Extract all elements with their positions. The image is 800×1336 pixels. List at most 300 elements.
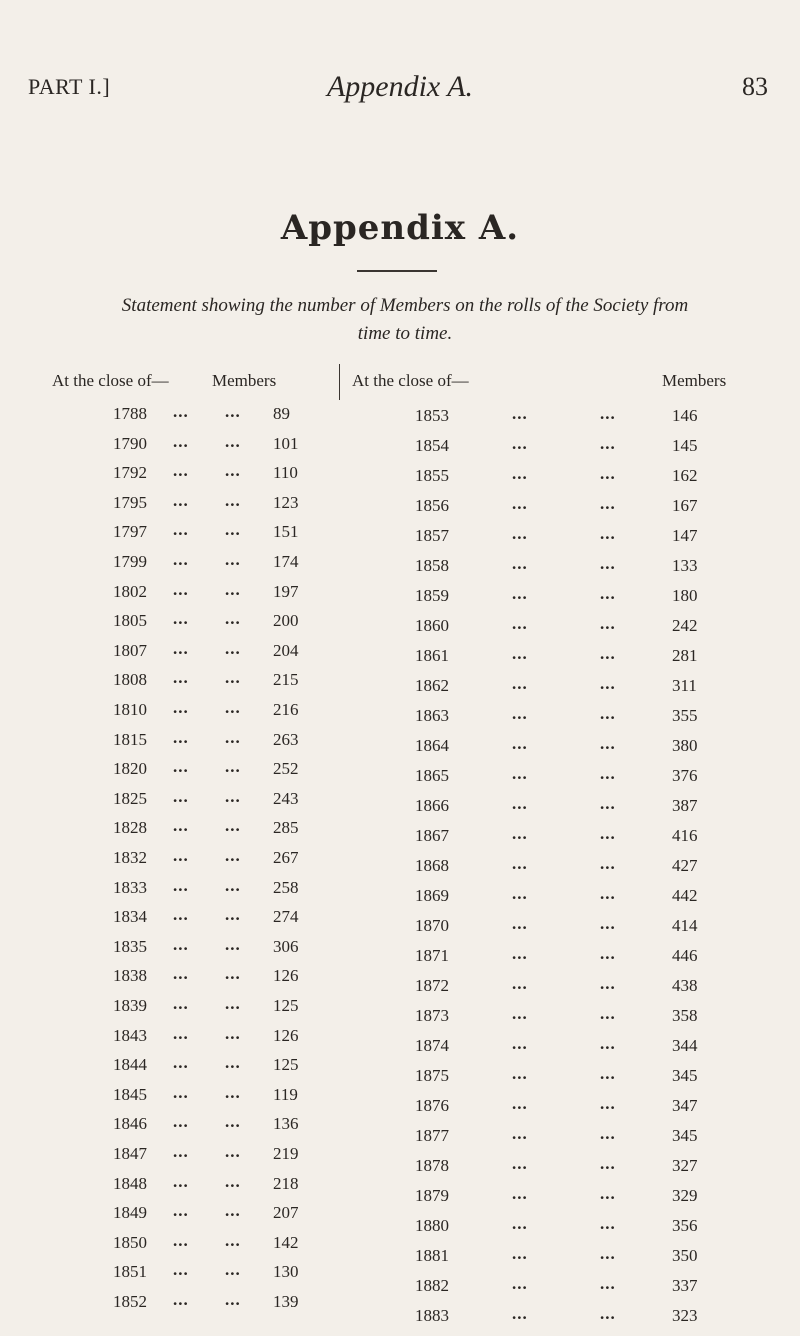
leader-dots: ...	[173, 786, 189, 806]
leader-dots: ...	[600, 1094, 616, 1113]
leader-dots: ...	[225, 1053, 241, 1073]
table-row	[415, 976, 732, 1006]
leader-dots: ...	[173, 727, 189, 747]
leader-dots: ...	[225, 1112, 241, 1132]
leader-dots: ...	[512, 554, 528, 573]
table-row	[113, 996, 333, 1026]
row-year: 1857	[415, 526, 449, 545]
table-row	[415, 856, 732, 886]
row-year: 1875	[415, 1066, 449, 1085]
row-year: 1820	[113, 759, 147, 779]
appendix-heading: Appendix A.	[280, 208, 520, 248]
leader-dots: ...	[225, 461, 241, 481]
leader-dots: ...	[225, 816, 241, 836]
row-members: 345	[672, 1126, 698, 1145]
row-members: 133	[672, 556, 698, 575]
leader-dots: ...	[173, 490, 189, 510]
leader-dots: ...	[512, 644, 528, 663]
table-row	[113, 1055, 333, 1085]
row-members: 414	[672, 916, 698, 935]
leader-dots: ...	[512, 794, 528, 813]
row-year: 1838	[113, 966, 147, 986]
leader-dots: ...	[512, 1064, 528, 1083]
row-members: 274	[273, 907, 299, 927]
leader-dots: ...	[225, 905, 241, 925]
leader-dots: ...	[512, 824, 528, 843]
column-divider	[339, 364, 340, 400]
row-year: 1802	[113, 581, 147, 601]
heading-rule	[357, 270, 437, 272]
leader-dots: ...	[600, 884, 616, 903]
leader-dots: ...	[512, 584, 528, 603]
row-year: 1790	[113, 433, 147, 453]
table-row	[113, 1114, 333, 1144]
leader-dots: ...	[225, 698, 241, 717]
right-col-year-header: At the close of—	[352, 371, 469, 390]
leader-dots: ...	[225, 1290, 241, 1309]
leader-dots: ...	[173, 1082, 189, 1102]
leader-dots: ...	[173, 402, 189, 421]
left-col-year-header: At the close of—	[52, 371, 169, 390]
leader-dots: ...	[512, 884, 528, 903]
row-members: 123	[273, 492, 299, 512]
row-year: 1883	[415, 1306, 449, 1325]
statement-line-2: time to time.	[357, 323, 453, 344]
leader-dots: ...	[173, 1171, 189, 1191]
table-row	[415, 946, 732, 976]
row-year: 1810	[113, 700, 147, 719]
leader-dots: ...	[225, 757, 241, 777]
row-members: 311	[672, 676, 697, 695]
row-members: 162	[672, 466, 698, 485]
table-row	[415, 1126, 732, 1156]
leader-dots: ...	[225, 609, 241, 629]
row-year: 1853	[415, 406, 449, 425]
leader-dots: ...	[173, 1053, 189, 1073]
leader-dots: ...	[173, 934, 189, 954]
table-row	[113, 907, 333, 937]
row-year: 1854	[415, 436, 449, 455]
leader-dots: ...	[600, 404, 616, 423]
row-members: 204	[273, 640, 299, 660]
table-row	[113, 490, 333, 523]
row-members: 446	[672, 946, 698, 965]
row-members: 151	[273, 522, 299, 542]
table-row	[415, 496, 732, 526]
row-year: 1873	[415, 1006, 449, 1025]
leader-dots: ...	[173, 1290, 189, 1309]
table-row	[415, 1096, 732, 1126]
leader-dots: ...	[600, 1244, 616, 1263]
leader-dots: ...	[173, 816, 189, 836]
leader-dots: ...	[225, 1230, 241, 1250]
table-row	[415, 1186, 732, 1216]
leader-dots: ...	[600, 854, 616, 873]
leader-dots: ...	[225, 579, 241, 599]
table-row	[113, 727, 333, 760]
table-row	[113, 934, 333, 967]
leader-dots: ...	[225, 520, 241, 540]
row-members: 142	[273, 1232, 299, 1252]
table-row	[113, 700, 333, 730]
leader-dots: ...	[173, 875, 189, 895]
row-members: 427	[672, 856, 698, 875]
row-members: 136	[273, 1114, 299, 1134]
table-row	[113, 611, 333, 641]
leader-dots: ...	[173, 579, 189, 599]
table-row	[415, 1036, 732, 1066]
leader-dots: ...	[600, 674, 616, 693]
leader-dots: ...	[512, 1154, 528, 1173]
row-year: 1858	[415, 556, 449, 575]
row-year: 1807	[113, 640, 147, 660]
row-year: 1867	[415, 826, 449, 845]
leader-dots: ...	[512, 1124, 528, 1143]
row-members: 329	[672, 1186, 698, 1205]
row-year: 1881	[415, 1246, 449, 1265]
row-year: 1845	[113, 1084, 147, 1104]
leader-dots: ...	[173, 461, 189, 481]
running-head-part: PART I.]	[28, 74, 111, 99]
leader-dots: ...	[225, 1082, 241, 1102]
row-members: 215	[273, 670, 299, 690]
table-row	[113, 818, 333, 848]
row-year: 1868	[415, 856, 449, 875]
leader-dots: ...	[512, 404, 528, 423]
row-year: 1874	[415, 1036, 449, 1055]
leader-dots: ...	[512, 464, 528, 483]
table-row	[113, 1230, 333, 1263]
table-row	[415, 916, 732, 946]
row-year: 1882	[415, 1276, 449, 1295]
row-year: 1849	[113, 1203, 147, 1223]
row-members: 218	[273, 1173, 299, 1193]
right-col-members-header: Members	[662, 371, 727, 390]
table-row	[415, 1306, 732, 1336]
row-members: 267	[273, 848, 299, 867]
leader-dots: ...	[225, 786, 241, 806]
row-members: 167	[672, 496, 698, 515]
leader-dots: ...	[225, 550, 241, 569]
row-year: 1869	[415, 886, 449, 905]
row-members: 263	[273, 729, 299, 749]
leader-dots: ...	[512, 674, 528, 693]
leader-dots: ...	[173, 1112, 189, 1132]
row-year: 1839	[113, 996, 147, 1015]
leader-dots: ...	[600, 1274, 616, 1293]
table-row	[415, 1156, 732, 1186]
leader-dots: ...	[512, 1034, 528, 1053]
row-members: 119	[273, 1084, 298, 1104]
leader-dots: ...	[225, 1201, 241, 1221]
statement-line-1: Statement showing the number of Members on the rolls of the Society from	[121, 295, 689, 316]
leader-dots: ...	[512, 1094, 528, 1113]
row-members: 242	[672, 616, 698, 635]
row-year: 1851	[113, 1262, 147, 1282]
table-row	[415, 1216, 732, 1246]
row-members: 416	[672, 826, 698, 845]
leader-dots: ...	[600, 1034, 616, 1053]
row-members: 125	[273, 996, 299, 1015]
row-members: 281	[672, 646, 698, 665]
table-row	[113, 1203, 333, 1233]
leader-dots: ...	[225, 1142, 241, 1161]
table-row	[415, 436, 732, 466]
leader-dots: ...	[225, 490, 241, 510]
table-row	[415, 616, 732, 646]
leader-dots: ...	[173, 1260, 189, 1280]
table-row	[415, 586, 732, 616]
leader-dots: ...	[600, 524, 616, 543]
leader-dots: ...	[600, 1124, 616, 1143]
row-members: 350	[672, 1246, 698, 1265]
row-year: 1880	[415, 1216, 449, 1235]
leader-dots: ...	[600, 944, 616, 963]
leader-dots: ...	[600, 554, 616, 573]
leader-dots: ...	[600, 584, 616, 603]
table-row	[113, 552, 333, 582]
row-year: 1847	[113, 1144, 147, 1163]
leader-dots: ...	[173, 550, 189, 569]
leader-dots: ...	[600, 704, 616, 723]
row-members: 197	[273, 581, 299, 601]
leader-dots: ...	[512, 434, 528, 453]
row-year: 1788	[113, 404, 147, 423]
table-row	[113, 522, 333, 552]
row-year: 1792	[113, 463, 147, 483]
left-col-members-header: Members	[212, 371, 277, 390]
row-members: 146	[672, 406, 698, 425]
row-year: 1833	[113, 877, 147, 897]
leader-dots: ...	[173, 994, 189, 1013]
row-members: 345	[672, 1066, 698, 1085]
row-members: 101	[273, 433, 299, 453]
row-year: 1846	[113, 1114, 147, 1134]
table-row	[113, 638, 333, 671]
leader-dots: ...	[225, 431, 241, 451]
row-year: 1860	[415, 616, 449, 635]
table-row	[113, 875, 333, 908]
row-year: 1876	[415, 1096, 449, 1115]
leader-dots: ...	[225, 875, 241, 895]
leader-dots: ...	[173, 1142, 189, 1161]
row-members: 216	[273, 700, 299, 719]
row-year: 1834	[113, 907, 147, 927]
table-row	[415, 676, 732, 706]
row-year: 1862	[415, 676, 449, 695]
leader-dots: ...	[600, 1184, 616, 1203]
leader-dots: ...	[512, 704, 528, 723]
leader-dots: ...	[225, 1023, 241, 1043]
row-members: 110	[273, 463, 298, 483]
leader-dots: ...	[225, 402, 241, 421]
leader-dots: ...	[512, 974, 528, 993]
leader-dots: ...	[600, 434, 616, 453]
leader-dots: ...	[225, 727, 241, 747]
leader-dots: ...	[600, 494, 616, 513]
row-members: 376	[672, 766, 698, 785]
row-members: 126	[273, 966, 299, 986]
row-members: 327	[672, 1156, 698, 1175]
row-year: 1856	[415, 496, 449, 515]
table-row	[113, 431, 333, 464]
row-members: 252	[273, 759, 299, 779]
row-members: 285	[273, 818, 299, 838]
row-year: 1855	[415, 466, 449, 485]
leader-dots: ...	[600, 1064, 616, 1083]
leader-dots: ...	[512, 914, 528, 933]
leader-dots: ...	[600, 1214, 616, 1233]
running-head-title: Appendix A.	[326, 70, 474, 103]
table-row	[113, 786, 333, 819]
leader-dots: ...	[225, 994, 241, 1013]
row-year: 1828	[113, 818, 147, 838]
row-year: 1832	[113, 848, 147, 867]
leader-dots: ...	[600, 1304, 616, 1323]
row-members: 243	[273, 788, 299, 808]
row-year: 1843	[113, 1025, 147, 1045]
leader-dots: ...	[512, 764, 528, 783]
leader-dots: ...	[512, 734, 528, 753]
leader-dots: ...	[600, 1154, 616, 1173]
leader-dots: ...	[225, 1260, 241, 1280]
leader-dots: ...	[173, 1201, 189, 1221]
row-year: 1861	[415, 646, 449, 665]
row-members: 438	[672, 976, 698, 995]
leader-dots: ...	[600, 1004, 616, 1023]
table-row	[415, 1246, 732, 1276]
table-row	[113, 759, 333, 789]
table-row	[113, 1144, 333, 1174]
leader-dots: ...	[173, 846, 189, 865]
row-members: 344	[672, 1036, 698, 1055]
table-row	[113, 1082, 333, 1115]
row-members: 358	[672, 1006, 698, 1025]
table-row	[415, 736, 732, 766]
leader-dots: ...	[512, 854, 528, 873]
row-year: 1866	[415, 796, 449, 815]
table-row	[113, 966, 333, 996]
row-members: 442	[672, 886, 698, 905]
row-members: 89	[273, 404, 290, 423]
leader-dots: ...	[512, 614, 528, 633]
row-year: 1864	[415, 736, 449, 755]
leader-dots: ...	[173, 1023, 189, 1043]
table-row	[415, 1006, 732, 1036]
table-row	[415, 706, 732, 736]
row-members: 180	[672, 586, 698, 605]
row-members: 356	[672, 1216, 698, 1235]
row-members: 219	[273, 1144, 299, 1163]
row-members: 306	[273, 936, 299, 956]
table-row	[113, 463, 333, 493]
table-row	[113, 848, 333, 878]
row-year: 1835	[113, 936, 147, 956]
leader-dots: ...	[173, 1230, 189, 1250]
leader-dots: ...	[600, 644, 616, 663]
row-members: 207	[273, 1203, 299, 1223]
table-row	[415, 556, 732, 586]
row-year: 1808	[113, 670, 147, 690]
leader-dots: ...	[512, 524, 528, 543]
leader-dots: ...	[225, 1171, 241, 1191]
leader-dots: ...	[512, 944, 528, 963]
table-row	[113, 1171, 333, 1204]
leader-dots: ...	[173, 638, 189, 658]
leader-dots: ...	[225, 846, 241, 865]
leader-dots: ...	[173, 431, 189, 451]
row-members: 337	[672, 1276, 698, 1295]
table-row	[415, 526, 732, 556]
row-members: 125	[273, 1055, 299, 1075]
table-row	[415, 466, 732, 496]
leader-dots: ...	[512, 1184, 528, 1203]
row-year: 1844	[113, 1055, 147, 1075]
row-members: 147	[672, 526, 698, 545]
row-members: 323	[672, 1306, 698, 1325]
row-year: 1848	[113, 1173, 147, 1193]
table-row	[113, 1292, 333, 1322]
leader-dots: ...	[600, 734, 616, 753]
row-year: 1865	[415, 766, 449, 785]
table-row	[415, 1066, 732, 1096]
table-row	[415, 826, 732, 856]
row-members: 347	[672, 1096, 698, 1115]
leader-dots: ...	[600, 614, 616, 633]
row-members: 355	[672, 706, 698, 725]
row-year: 1799	[113, 552, 147, 571]
row-year: 1850	[113, 1232, 147, 1252]
page-number: 83	[742, 72, 768, 101]
row-year: 1859	[415, 586, 449, 605]
row-year: 1805	[113, 611, 147, 631]
row-year: 1877	[415, 1126, 449, 1145]
table-row	[415, 796, 732, 826]
table-row	[415, 886, 732, 916]
leader-dots: ...	[173, 520, 189, 540]
row-members: 380	[672, 736, 698, 755]
statement-caption	[30, 292, 780, 348]
table-row	[415, 646, 732, 676]
leader-dots: ...	[600, 464, 616, 483]
row-members: 130	[273, 1262, 299, 1282]
leader-dots: ...	[512, 1274, 528, 1293]
leader-dots: ...	[173, 668, 189, 688]
row-members: 139	[273, 1292, 299, 1311]
row-year: 1870	[415, 916, 449, 935]
row-members: 387	[672, 796, 698, 815]
leader-dots: ...	[225, 668, 241, 688]
row-year: 1797	[113, 522, 147, 542]
leader-dots: ...	[225, 964, 241, 984]
row-members: 200	[273, 611, 299, 631]
row-members: 174	[273, 552, 299, 571]
table-row	[113, 1023, 333, 1056]
row-year: 1815	[113, 729, 147, 749]
row-members: 258	[273, 877, 299, 897]
table-row	[415, 406, 732, 436]
leader-dots: ...	[225, 934, 241, 954]
row-year: 1872	[415, 976, 449, 995]
leader-dots: ...	[600, 914, 616, 933]
leader-dots: ...	[512, 1244, 528, 1263]
row-year: 1825	[113, 788, 147, 808]
leader-dots: ...	[600, 794, 616, 813]
leader-dots: ...	[512, 1214, 528, 1233]
table-row	[113, 579, 333, 612]
table-row	[415, 1276, 732, 1306]
leader-dots: ...	[173, 964, 189, 984]
